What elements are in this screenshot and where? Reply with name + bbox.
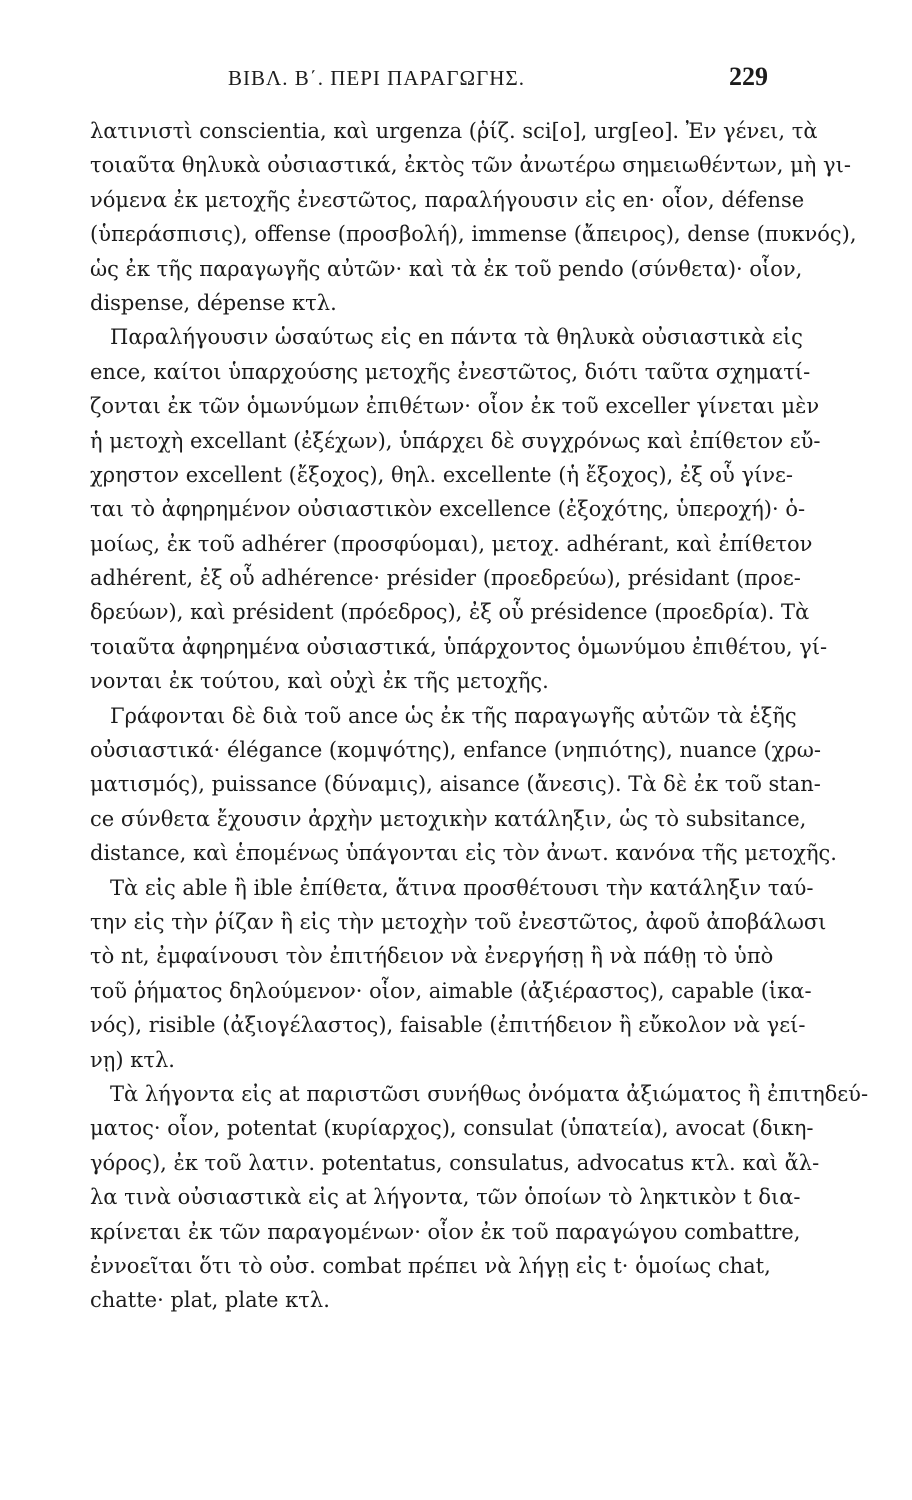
paragraph-5 <box>90 1077 869 1318</box>
text-line: οὐσιαστικά· élégance (κομψότης), enfance (νηπιότης), nuance (χρω- <box>90 738 821 763</box>
text-line: δρεύων), καὶ président (πρόεδρος), ἐξ οὗ présidence (προεδρία). Τὰ <box>90 600 810 625</box>
text-line: τὸ nt, ἐμφαίνουσι τὸν ἐπιτήδειον νὰ ἐνεργήσῃ ἢ νὰ πάθῃ τὸ ὑπὸ <box>90 944 774 969</box>
paragraph-4 <box>90 871 827 1077</box>
text-body <box>90 114 869 1318</box>
running-head <box>88 62 768 96</box>
text-line: Τὰ λήγοντα εἰς at παριστῶσι συνήθως ὀνόματα ἀξιώματος ἢ ἐπιτηδεύ- <box>110 1081 869 1106</box>
paragraph-3 <box>90 699 837 871</box>
text-line: ἐννοεῖται ὅτι τὸ οὐσ. combat πρέπει νὰ λήγῃ εἰς t· ὁμοίως chat, <box>90 1253 771 1278</box>
text-line: λατινιστὶ conscientia, καὶ urgenza (ῥίζ. sci[o], urg[eo]. Ἐν γένει, τὰ <box>90 119 818 143</box>
text-line: adhérent, ἐξ οὗ adhérence· présider (προεδρεύω), présidant (προε- <box>90 566 801 591</box>
text-line: Τὰ εἰς able ἢ ible ἐπίθετα, ἅτινα προσθέτουσι τὴν κατάληξιν ταύ- <box>110 875 814 900</box>
text-line: ματισμός), puissance (δύναμις), aisance (ἄνεσις). Τὰ δὲ ἐκ τοῦ stan- <box>90 772 821 797</box>
text-line: Παραλήγουσιν ὡσαύτως εἰς en πάντα τὰ θηλυκὰ οὐσιαστικὰ εἰς <box>110 325 803 350</box>
page-number: 229 <box>729 62 768 91</box>
text-line: μοίως, ἐκ τοῦ adhérer (προσφύομαι), μετοχ. adhérant, καὶ ἐπίθετον <box>90 531 813 556</box>
text-line: νῃ) κτλ. <box>90 1047 175 1072</box>
text-line: νός), risible (ἀξιογέλαστος), faisable (ἐπιτήδειον ἢ εὔκολον νὰ γεί- <box>90 1013 806 1038</box>
running-title: ΒΙΒΛ. Β΄. ΠΕΡΙ ΠΑΡΑΓΩΓΗΣ. <box>228 66 525 90</box>
text-line: χρηστον excellent (ἔξοχος), θηλ. excellente (ἡ ἔξοχος), ἐξ οὗ γίνε- <box>90 462 793 487</box>
text-line: νόμενα ἐκ μετοχῆς ἐνεστῶτος, παραλήγουσιν εἰς en· οἷον, défense <box>90 187 805 212</box>
text-line: distance, καὶ ἑπομένως ὑπάγονται εἰς τὸν ἀνωτ. κανόνα τῆς μετοχῆς. <box>90 841 837 866</box>
text-line: ce σύνθετα ἔχουσιν ἀρχὴν μετοχικὴν κατάληξιν, ὡς τὸ subsitance, <box>90 806 807 831</box>
text-line: chatte· plat, plate κτλ. <box>90 1288 330 1313</box>
text-line: ἡ μετοχὴ excellant (ἐξέχων), ὑπάρχει δὲ συγχρόνως καὶ ἐπίθετον εὔ- <box>90 428 821 453</box>
text-line: τοῦ ῥήματος δηλούμενον· οἷον, aimable (ἀξιέραστος), capable (ἱκα- <box>90 978 812 1003</box>
text-line: νονται ἐκ τούτου, καὶ οὐχὶ ἐκ τῆς μετοχῆς. <box>90 669 549 694</box>
text-line: dispense, dépense κτλ. <box>90 290 337 315</box>
text-line: (ὑπεράσπισις), offense (προσβολή), immense (ἄπειρος), dense (πυκνός), <box>90 222 857 247</box>
text-line: ται τὸ ἀφηρημένον οὐσιαστικὸν excellence (ἐξοχότης, ὑπεροχή)· ὁ- <box>90 497 806 522</box>
text-line: κρίνεται ἐκ τῶν παραγομένων· οἷον ἐκ τοῦ παραγώγου combattre, <box>90 1219 801 1244</box>
text-line: την εἰς τὴν ῥίζαν ἢ εἰς τὴν μετοχὴν τοῦ ἐνεστῶτος, ἀφοῦ ἀποβάλωσι <box>90 909 827 934</box>
text-line: ὡς ἐκ τῆς παραγωγῆς αὐτῶν· καὶ τὰ ἐκ τοῦ pendo (σύνθετα)· οἷον, <box>90 256 803 281</box>
text-line: τοιαῦτα θηλυκὰ οὐσιαστικά, ἐκτὸς τῶν ἀνωτέρω σημειωθέντων, μὴ γι- <box>90 153 851 178</box>
text-line: ence, καίτοι ὑπαρχούσης μετοχῆς ἐνεστῶτος, διότι ταῦτα σχηματί- <box>90 359 811 384</box>
text-line: ζονται ἐκ τῶν ὁμωνύμων ἐπιθέτων· οἷον ἐκ τοῦ exceller γίνεται μὲν <box>90 394 820 419</box>
paragraph-2 <box>90 320 828 698</box>
text-line: ματος· οἷον, potentat (κυρίαρχος), consulat (ὑπατεία), avocat (δικη- <box>90 1116 814 1141</box>
paragraph-1 <box>90 114 857 320</box>
text-line: γόρος), ἐκ τοῦ λατιν. potentatus, consulatus, advocatus κτλ. καὶ ἄλ- <box>90 1150 820 1175</box>
text-line: λα τινὰ οὐσιαστικὰ εἰς at λήγοντα, τῶν ὁποίων τὸ ληκτικὸν t δια- <box>90 1185 801 1210</box>
text-line: τοιαῦτα ἀφηρημένα οὐσιαστικά, ὑπάρχοντος ὁμωνύμου ἐπιθέτου, γί- <box>90 634 828 659</box>
text-line: Γράφονται δὲ διὰ τοῦ ance ὡς ἐκ τῆς παραγωγῆς αὐτῶν τὰ ἑξῆς <box>110 703 797 728</box>
